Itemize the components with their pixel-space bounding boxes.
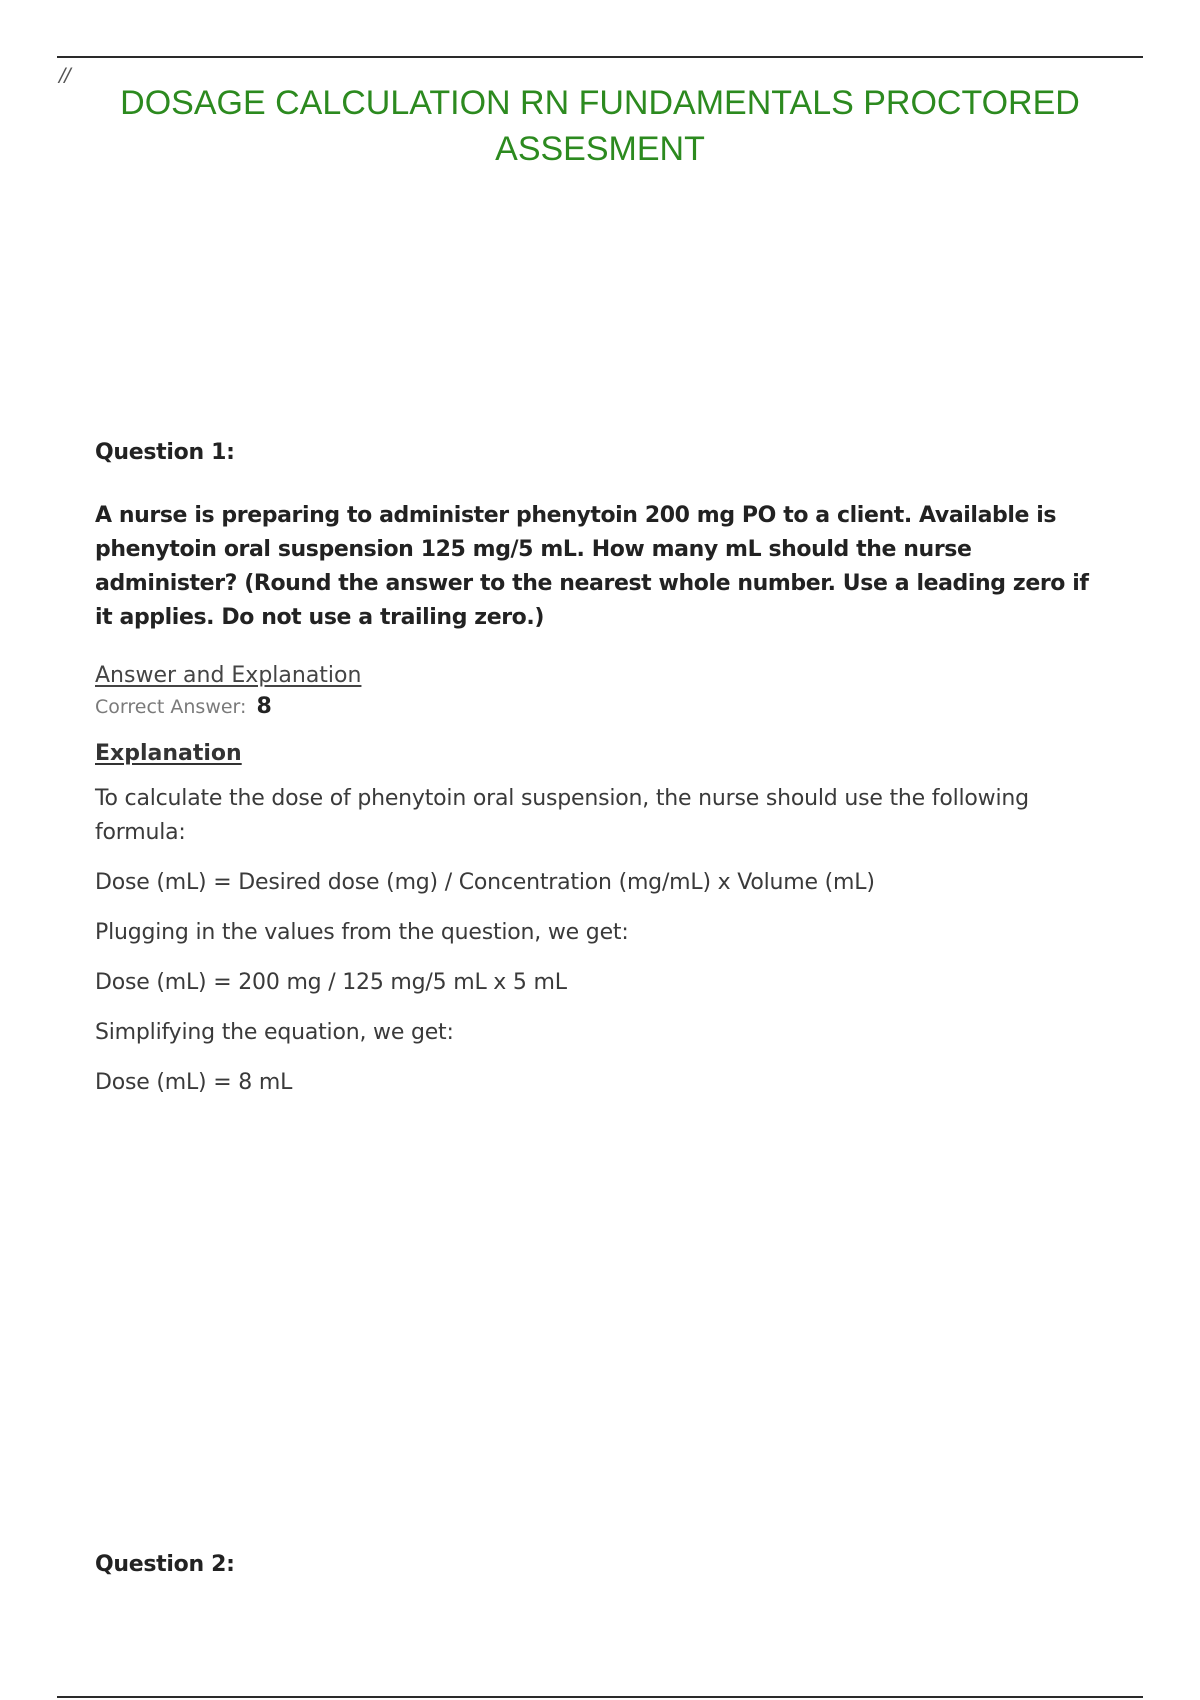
bottom-rule [57, 1696, 1143, 1698]
formula-line: Dose (mL) = 200 mg / 125 mg/5 mL x 5 mL [95, 970, 567, 995]
question-1-text: A nurse is preparing to administer phenytoin 200 mg PO to a client. Available is phenytoin oral suspension 125 mg/5 mL. How many mL should the nurse administer? (Round the answer to the nearest whole number. Use a leading zero if it applies. Do not use a trailing zero.) [95, 503, 1089, 630]
corner-mark: // [59, 64, 70, 86]
correct-answer-value: 8 [256, 694, 272, 719]
question-2-heading: Question 2: [95, 1552, 235, 1577]
explanation-paragraph: Plugging in the values from the question, we get: [95, 920, 629, 945]
top-rule [57, 56, 1143, 58]
answer-and-explanation-link[interactable]: Answer and Explanation [95, 663, 362, 688]
question-1-heading: Question 1: [95, 440, 235, 465]
explanation-paragraph: To calculate the dose of phenytoin oral suspension, the nurse should use the following formula: [95, 786, 1029, 845]
question-1-section [95, 440, 1110, 1100]
title-line-1: DOSAGE CALCULATION RN FUNDAMENTALS PROCTORED [120, 84, 1080, 122]
explanation-paragraph: Simplifying the equation, we get: [95, 1020, 454, 1045]
document-title [57, 80, 1143, 172]
explanation-heading: Explanation [95, 741, 242, 766]
correct-answer-row [95, 694, 1110, 719]
correct-answer-label: Correct Answer: [95, 696, 247, 718]
result-line: Dose (mL) = 8 mL [95, 1070, 293, 1095]
formula-line: Dose (mL) = Desired dose (mg) / Concentration (mg/mL) x Volume (mL) [95, 870, 875, 895]
title-line-2: ASSESMENT [495, 130, 705, 168]
